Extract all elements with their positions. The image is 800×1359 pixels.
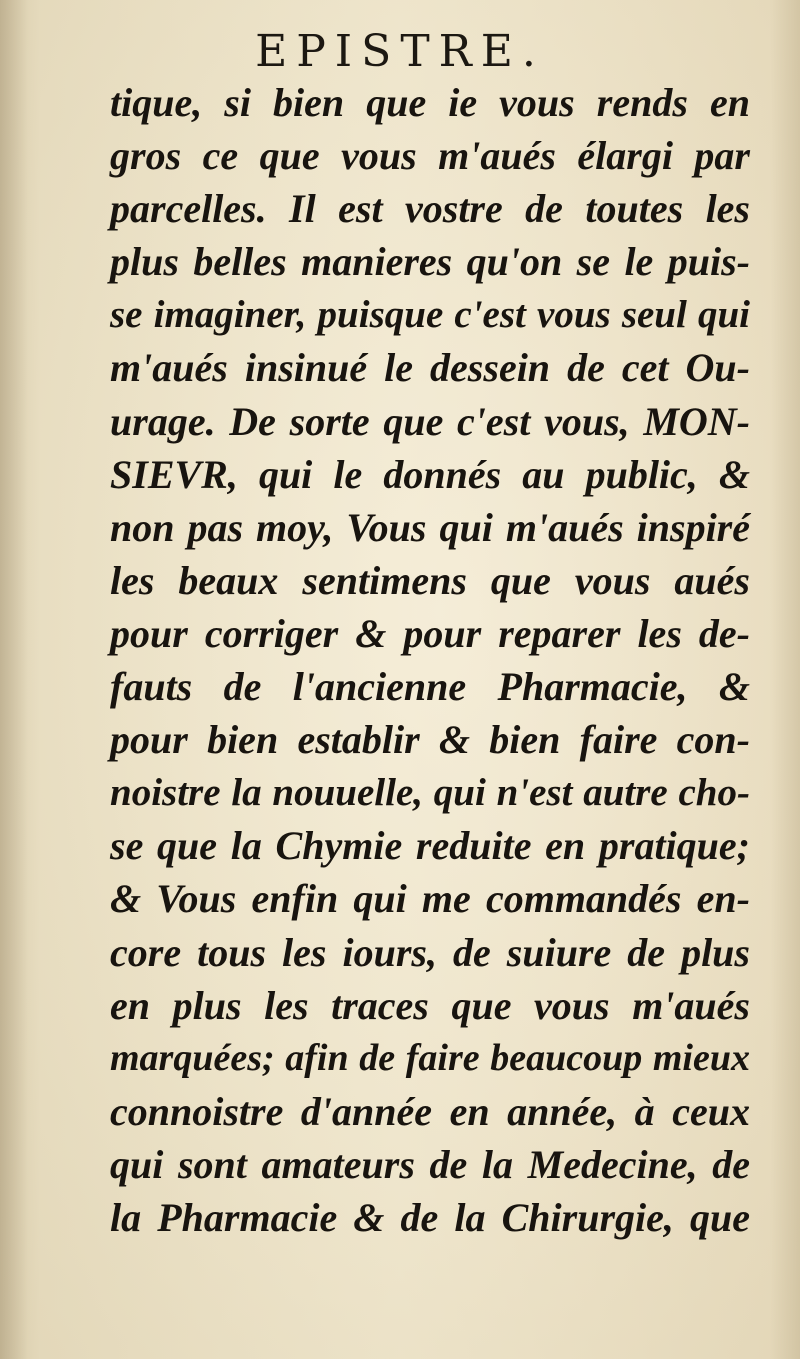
text-line: core tous les iours, de suiure de plus xyxy=(110,929,750,975)
text-line: pour corriger & pour reparer les de- xyxy=(110,610,750,656)
text-line: urage. De sorte que c'est vous, MON- xyxy=(110,398,750,444)
text-line: les beaux sentimens que vous aués xyxy=(110,557,750,603)
gutter-shadow xyxy=(0,0,28,1359)
text-line: fauts de l'ancienne Pharmacie, & xyxy=(110,664,750,710)
text-line: gros ce que vous m'aués élargi par xyxy=(110,133,750,179)
text-line: qui sont amateurs de la Medecine, de xyxy=(110,1141,750,1187)
text-line: se que la Chymie reduite en pratique; xyxy=(110,823,750,869)
body-text xyxy=(110,76,750,1244)
text-line: tique, si bien que ie vous rends en xyxy=(110,80,750,125)
text-line: non pas moy, Vous qui m'aués inspiré xyxy=(110,504,750,550)
running-head: EPISTRE. xyxy=(255,26,545,77)
text-line: m'aués insinué le dessein de cet Ou- xyxy=(110,345,750,391)
text-line: parcelles. Il est vostre de toutes les xyxy=(110,186,750,232)
text-line: marquées; afin de faire beaucoup mieux xyxy=(110,1036,750,1079)
text-line: noistre la nouuelle, qui n'est autre cho- xyxy=(110,771,750,815)
text-line: SIEVR, qui le donnés au public, & xyxy=(110,451,750,497)
text-line: la Pharmacie & de la Chirurgie, que xyxy=(110,1194,750,1240)
text-line: en plus les traces que vous m'aués xyxy=(110,982,750,1028)
text-line: & Vous enfin qui me commandés en- xyxy=(110,876,750,922)
text-line: plus belles manieres qu'on se le puis- xyxy=(110,239,750,285)
text-line: connoistre d'année en année, à ceux xyxy=(110,1088,750,1134)
text-line: se imaginer, puisque c'est vous seul qui xyxy=(110,293,750,337)
text-line: pour bien establir & bien faire con- xyxy=(110,717,750,763)
